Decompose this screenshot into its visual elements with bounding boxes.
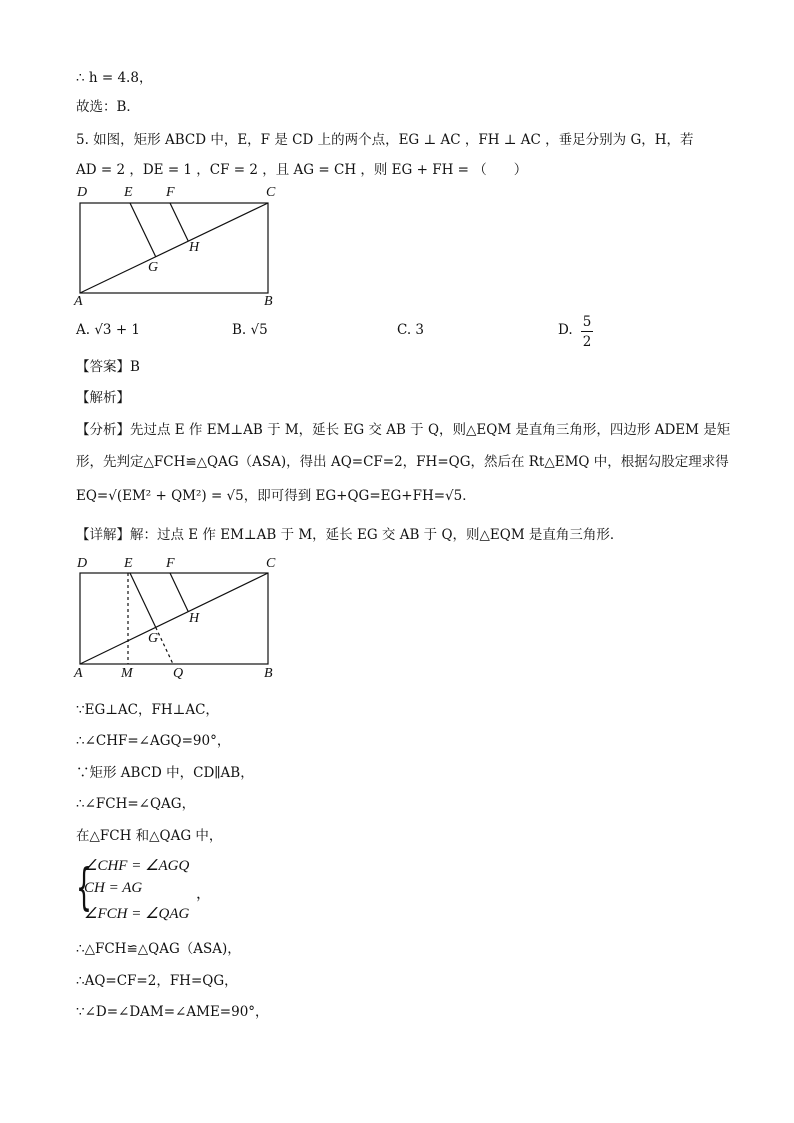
point-label: F — [166, 185, 175, 200]
system-brace: { — [76, 858, 92, 916]
fraction-bar — [581, 331, 593, 332]
segment-gq — [156, 627, 173, 664]
option-c: C. 3 — [397, 322, 425, 338]
text-line: 【详解】解：过点 E 作 EM⊥AB 于 M，延长 EG 交 AB 于 Q，则△EQM 是直角三角形． — [76, 527, 624, 543]
answer-label: 【答案】B — [76, 359, 140, 375]
point-label: D — [77, 185, 88, 200]
point-label: H — [189, 240, 200, 255]
point-label: A — [74, 294, 83, 309]
option-d: D. — [558, 322, 573, 338]
option-b: B. √5 — [232, 322, 268, 338]
text-line: ∴△FCH≌△QAG（ASA)， — [76, 941, 241, 957]
text-line: ∴∠CHF=∠AGQ=90°， — [76, 733, 231, 749]
point-label: B — [264, 666, 273, 681]
point-label: B — [264, 294, 273, 309]
segment-eg — [130, 573, 156, 627]
diagonal-ac — [80, 573, 268, 664]
point-label: M — [121, 666, 133, 681]
point-label: Q — [173, 666, 184, 681]
point-label: F — [166, 556, 175, 571]
segment-eg — [130, 203, 156, 257]
option-d-numerator: 5 — [582, 314, 592, 330]
text-line: ∴∠FCH=∠QAG， — [76, 796, 196, 812]
text-line: 形，先判定△FCH≌△QAG（ASA)，得出 AQ=CF=2，FH=QG，然后在 Rt△EMQ 中，根据勾股定理求得 — [76, 454, 729, 470]
text-line: EQ=√(EM² + QM²) = √5，即可得到 EG+QG=EG+FH=√5． — [76, 488, 476, 504]
question-text: AD = 2 ，DE = 1 ，CF = 2 ，且 AG = CH ，则 EG + FH = （ ） — [76, 162, 528, 178]
text-line: 【分析】先过点 E 作 EM⊥AB 于 M，延长 EG 交 AB 于 Q，则△EQM 是直角三角形，四边形 ADEM 是矩 — [76, 422, 731, 438]
point-label: E — [124, 556, 133, 571]
point-label: D — [77, 556, 88, 571]
segment-fh — [170, 203, 188, 241]
diagonal-ac — [80, 203, 268, 293]
text-line: ∵∠D=∠DAM=∠AME=90°， — [76, 1004, 269, 1020]
equation: CH = AG — [84, 880, 143, 896]
segment-fh — [170, 573, 188, 612]
text-line: ∴ h = 4.8， — [76, 70, 153, 86]
figure-2 — [80, 573, 268, 664]
text-line: 在△FCH 和△QAG 中， — [76, 828, 223, 844]
text-line: ∵矩形 ABCD 中，CD∥AB， — [76, 765, 254, 781]
point-label: C — [266, 185, 276, 200]
point-label: E — [124, 185, 133, 200]
text-line: 故选：B． — [76, 99, 140, 115]
equation: ∠FCH = ∠QAG — [84, 906, 190, 922]
text-line: ∵EG⊥AC，FH⊥AC， — [76, 702, 219, 718]
figure-1 — [80, 203, 268, 293]
point-label: G — [148, 260, 159, 275]
question-text: 5. 如图，矩形 ABCD 中，E，F 是 CD 上的两个点，EG ⊥ AC ，FH ⊥ AC ，垂足分别为 G，H，若 — [76, 132, 694, 148]
point-label: H — [189, 611, 200, 626]
option-d-denominator: 2 — [582, 334, 592, 350]
analysis-label: 【解析】 — [76, 390, 130, 406]
equation: ∠CHF = ∠AGQ — [84, 858, 190, 874]
text-line: ∴AQ=CF=2，FH=QG， — [76, 973, 238, 989]
option-a: A. √3 + 1 — [76, 322, 141, 338]
point-label: G — [148, 631, 159, 646]
comma: ， — [196, 886, 212, 902]
point-label: A — [74, 666, 83, 681]
point-label: C — [266, 556, 276, 571]
